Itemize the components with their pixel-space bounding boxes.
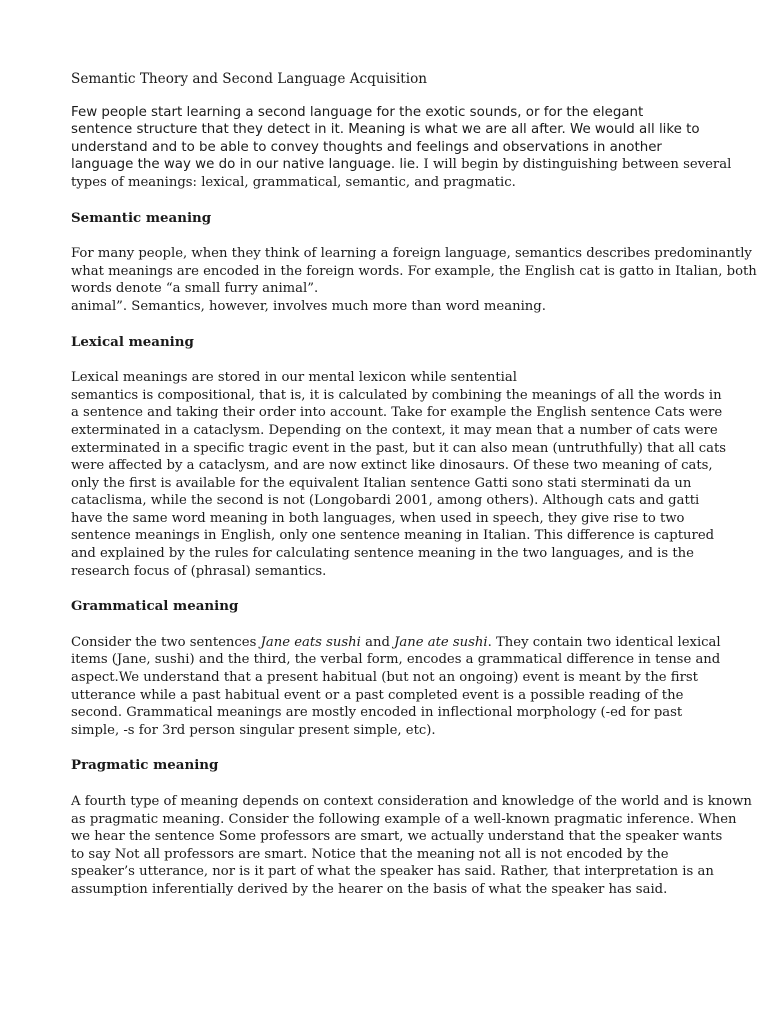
- intro-line: types of meanings: lexical, grammatical, semantic, and pragmatic.: [71, 174, 516, 190]
- paragraph-line: A fourth type of meaning depends on context consideration and knowledge of the world and is known: [71, 794, 752, 809]
- paragraph-line: exterminated in a cataclysm. Depending on the context, it may mean that a number of cats were: [71, 422, 718, 438]
- section-heading-semantic: Semantic meaning: [71, 209, 212, 226]
- paragraph-line: exterminated in a specific tragic event in the past, but it can also mean (untruthfully) that all cats: [71, 440, 727, 456]
- section-heading-lexical: Lexical meaning: [71, 333, 194, 350]
- paragraph-line: we hear the sentence Some professors are smart, we actually understand that the speaker wants: [71, 829, 723, 845]
- paragraph-line: were affected by a cataclysm, and are now extinct like dinosaurs. Of these two meaning of cats,: [71, 458, 713, 474]
- grammatical-paragraph: [71, 634, 728, 740]
- paragraph-line: assumption inferentially derived by the hearer on the basis of what the speaker has said.: [71, 881, 668, 897]
- paragraph-line: to say Not all professors are smart. Notice that the meaning not all is not encoded by the: [71, 846, 669, 862]
- paragraph-line: words denote “a small furry animal”.: [71, 281, 319, 297]
- paragraph-line: utterance while a past habitual event or a past completed event is a possible reading of the: [71, 687, 684, 703]
- text-run: Consider the two sentences: [71, 634, 261, 650]
- paragraph-line: simple, -s for 3rd person singular present simple, etc).: [71, 722, 436, 738]
- paragraph-line: [71, 634, 728, 652]
- example-sentence-1: Jane eats sushi: [260, 634, 361, 650]
- semantic-paragraph: [71, 245, 757, 315]
- text-run: . They contain two identical lexical: [487, 634, 721, 650]
- intro-line: sentence structure that they detect in it. Meaning is what we are all after. We would all like to: [71, 122, 700, 138]
- paragraph-line: sentence meanings in English, only one sentence meaning in Italian. This difference is captured: [71, 528, 715, 544]
- paragraph-line: second. Grammatical meanings are mostly encoded in inflectional morphology (-ed for past: [71, 705, 683, 721]
- intro-line: [71, 156, 732, 174]
- paragraph-line: only the first is available for the equivalent Italian sentence Gatti sono stati sterminati da un: [71, 475, 692, 491]
- paragraph-line: what meanings are encoded in the foreign words. For example, the English cat is gatto in Italian, both: [71, 263, 757, 279]
- intro-paragraph: [71, 104, 732, 192]
- paragraph-line: For many people, when they think of learning a foreign language, semantics describes predominantly: [71, 246, 752, 262]
- paragraph-line: animal”. Semantics, however, involves much more than word meaning.: [71, 298, 546, 314]
- paragraph-line: speaker’s utterance, nor is it part of what the speaker has said. Rather, that interpretation is an: [71, 864, 714, 880]
- text-run: and: [360, 634, 395, 650]
- paragraph-line: semantics is compositional, that is, it is calculated by combining the meanings of all the words in: [71, 387, 722, 403]
- intro-line-sans-part: language the way we do in our native language. lie.: [71, 157, 420, 173]
- document-title: Semantic Theory and Second Language Acquisition: [71, 71, 428, 87]
- section-heading-pragmatic: Pragmatic meaning: [71, 757, 219, 774]
- example-sentence-2: Jane ate sushi: [394, 634, 488, 650]
- lexical-paragraph: [71, 369, 728, 580]
- paragraph-line: aspect.We understand that a present habitual (but not an ongoing) event is meant by the first: [71, 670, 698, 686]
- paragraph-line: as pragmatic meaning. Consider the following example of a well-known pragmatic inference. When: [71, 811, 737, 827]
- paragraph-line: and explained by the rules for calculating sentence meaning in the two languages, and is the: [71, 546, 694, 562]
- paragraph-line: a sentence and taking their order into account. Take for example the English sentence Cats were: [71, 405, 723, 421]
- section-heading-grammatical: Grammatical meaning: [71, 598, 239, 615]
- paragraph-line: have the same word meaning in both languages, when used in speech, they give rise to two: [71, 510, 685, 526]
- paragraph-line: research focus of (phrasal) semantics.: [71, 563, 327, 579]
- pragmatic-paragraph: [71, 793, 752, 899]
- intro-line: understand and to be able to convey thoughts and feelings and observations in another: [71, 139, 662, 155]
- intro-line-serif-part: I will begin by distinguishing between several: [419, 157, 732, 173]
- paragraph-line: Lexical meanings are stored in our mental lexicon while sentential: [71, 370, 517, 386]
- paragraph-line: items (Jane, sushi) and the third, the verbal form, encodes a grammatical difference in tense and: [71, 652, 721, 668]
- paragraph-line: cataclisma, while the second is not (Longobardi 2001, among others). Although cats and gatti: [71, 493, 700, 509]
- intro-line: Few people start learning a second language for the exotic sounds, or for the elegant: [71, 104, 644, 120]
